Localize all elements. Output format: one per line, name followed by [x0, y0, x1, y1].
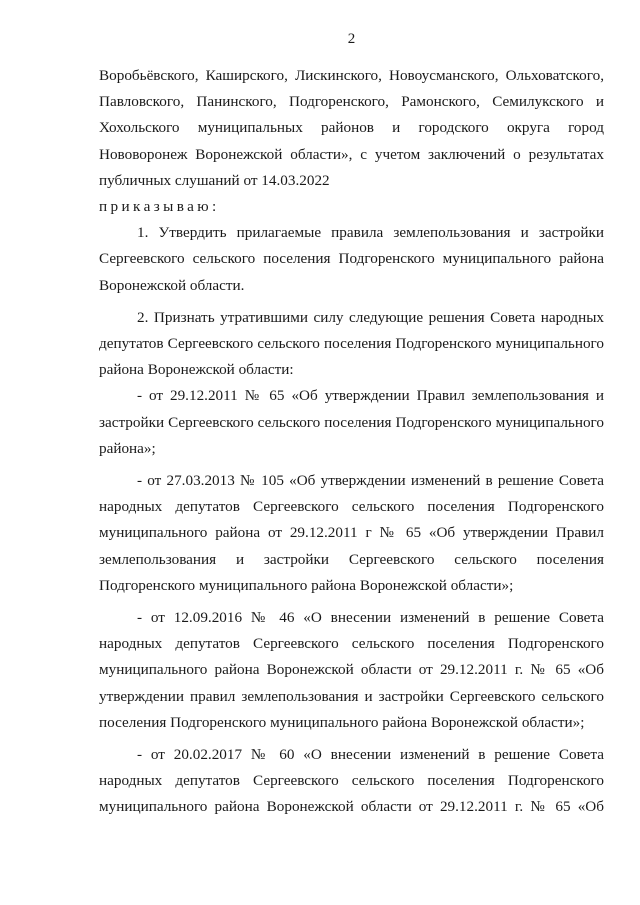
paragraph-decision-2016: - от 12.09.2016 № 46 «О внесении изменений в решение Совета народных депутатов Сергеевского сельского поселения Подгоренского муниципального района Воронежской области от 29.12.2011 г. № 65 «Об утверждении правил землепользования и застройки Сергеевского сельского поселения Подгоренского муниципального района Воронежской области»; — [99, 609, 604, 731]
page-number: 2 — [347, 31, 356, 47]
document-body — [99, 63, 604, 821]
paragraph-order-word: приказываю: — [99, 198, 220, 216]
paragraph-item-1: 1. Утвердить прилагаемые правила землепользования и застройки Сергеевского сельского поселения Подгоренского муниципального района Воронежской области. — [99, 224, 604, 294]
paragraph-decision-2011: - от 29.12.2011 № 65 «Об утверждении Правил землепользования и застройки Сергеевского сельского поселения Подгоренского муниципального района»; — [99, 387, 604, 457]
paragraph-item-2: 2. Признать утратившими силу следующие решения Совета народных депутатов Сергеевского сельского поселения Подгоренского муниципального района Воронежской области: — [99, 308, 604, 379]
paragraph-intro: Воробьёвского, Каширского, Лискинского, Новоусманского, Ольховатского, Павловского, Панинского, Подгоренского, Рамонского, Семилукского и Хохольского муниципальных районов и городского округа город Нововоронеж Воронежской области», с учетом заключений о результатах публичных слушаний от 14.03.2022 — [99, 67, 604, 189]
paragraph-decision-2013: - от 27.03.2013 № 105 «Об утверждении изменений в решение Совета народных депутатов Сергеевского сельского поселения Подгоренского муниципального района от 29.12.2011 г № 65 «Об утверждении Правил землепользования и застройки Сергеевского сельского поселения Подгоренского муниципального района Воронежской области»; — [99, 472, 604, 594]
paragraph-decision-2017: - от 20.02.2017 № 60 «О внесении изменений в решение Совета народных депутатов Сергеевского сельского поселения Подгоренского муниципального района Воронежской области от 29.12.2011 г. № 65 «Об — [99, 746, 604, 816]
